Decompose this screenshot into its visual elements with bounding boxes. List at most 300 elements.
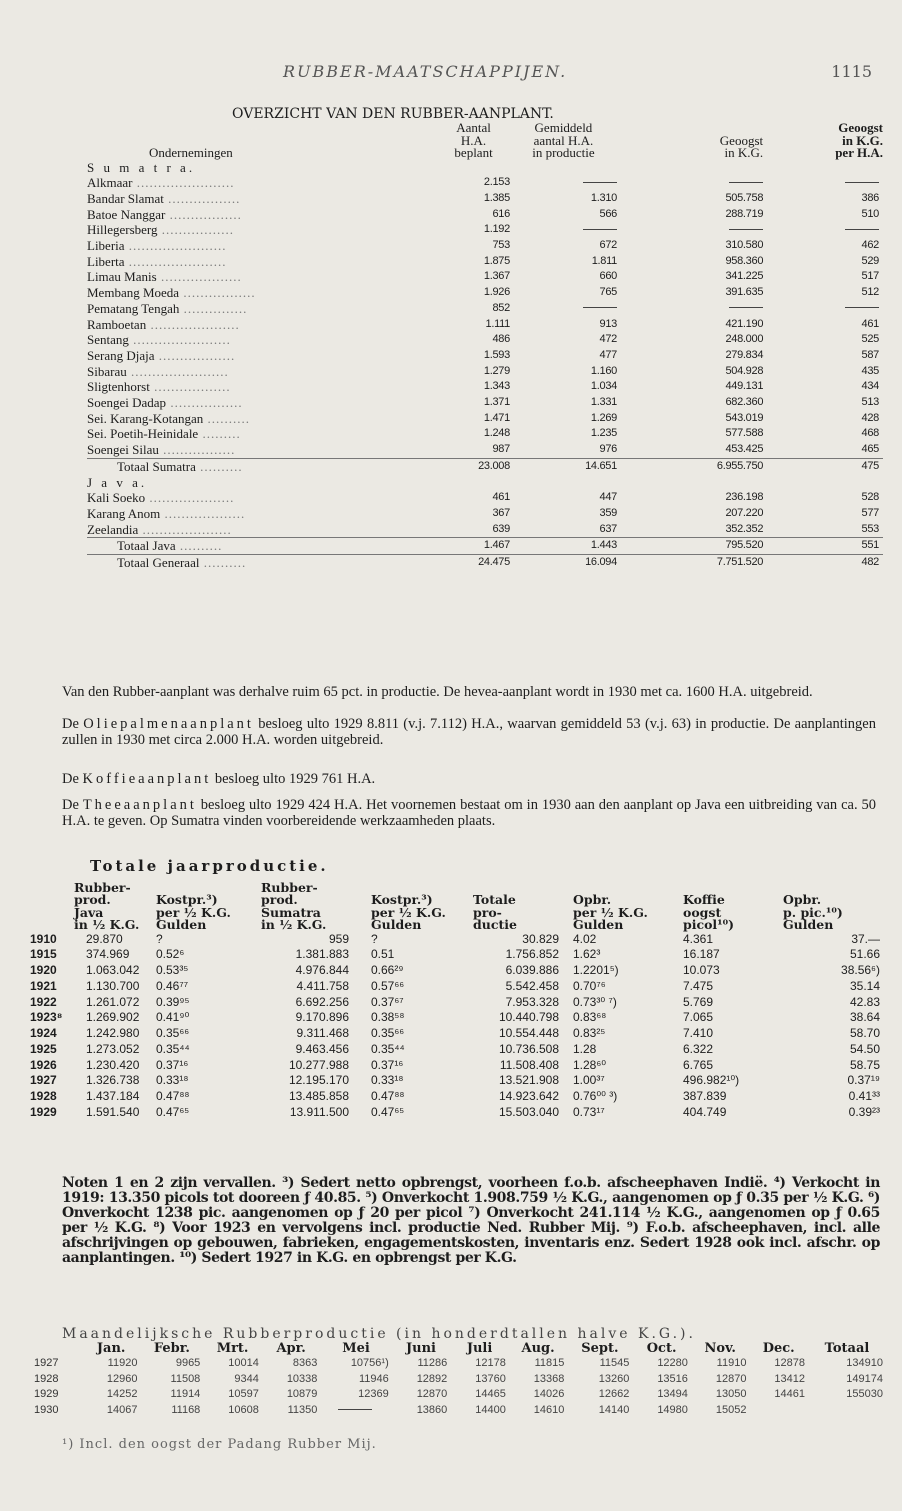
java-production: 1.242.980 [86, 1026, 140, 1040]
harvest-kg: 795.520 [617, 538, 781, 555]
coffee-revenue: 54.50 [849, 1041, 880, 1056]
month-header: Sept. [581, 1341, 619, 1356]
coffee-harvest: 387.839 [683, 1089, 727, 1103]
monthly-row [34, 1356, 886, 1372]
production-header [30, 869, 74, 932]
planted-ha: 461 [492, 491, 510, 504]
harvest-kg: 7.751.520 [617, 555, 781, 571]
sumatra-production: 12.195.170 [288, 1073, 349, 1088]
sumatra-production: 10.277.988 [288, 1057, 349, 1072]
planted-ha: 23.008 [437, 458, 510, 474]
java-cost: 0.46⁷⁷ [156, 978, 189, 993]
company-name: Bandar Slamat ................. [87, 190, 241, 206]
monthly-value: 11946 [358, 1372, 389, 1385]
monthly-value: 13860 [416, 1403, 448, 1416]
dash-mark [845, 229, 879, 230]
year: 1921 [30, 978, 57, 993]
revenue: 0.73¹⁷ [573, 1104, 605, 1119]
harvest-kg: 310.580 [725, 239, 764, 252]
total-production: 10.736.508 [498, 1041, 559, 1056]
company-name: Karang Anom ................... [87, 505, 246, 521]
sumatra-cost: 0.66²⁹ [371, 963, 404, 977]
planted-ha: 639 [492, 522, 510, 535]
monthly-value: 13516 [657, 1372, 688, 1385]
producing-ha: 1.443 [510, 538, 617, 555]
harvest-kg: 449.131 [725, 380, 764, 393]
total-sumatra-row [87, 458, 883, 474]
kg-per-ha: 434 [861, 380, 879, 393]
dash-mark [845, 307, 879, 308]
planted-ha: 1.279 [483, 364, 510, 377]
company-name: Batoe Nanggar ................. [87, 206, 242, 222]
dash-mark [583, 307, 617, 308]
sumatra-cost: 0.37⁶⁷ [371, 994, 404, 1009]
planted-ha: 1.367 [483, 270, 510, 283]
producing-ha: 637 [599, 522, 617, 535]
sumatra-cost: 0.33¹⁸ [371, 1073, 404, 1088]
production-row [30, 1073, 880, 1089]
planted-ha: 753 [492, 239, 510, 252]
producing-ha: 1.034 [590, 380, 617, 393]
year: 1923⁸ [30, 1010, 63, 1025]
harvest-kg: 505.758 [725, 191, 764, 204]
production-header: Kostpr.³) per ½ K.G. Gulden [371, 892, 446, 932]
harvest-kg: 248.000 [725, 333, 764, 346]
coffee-harvest: 7.065 [683, 1010, 714, 1025]
producing-ha: 477 [599, 348, 617, 361]
monthly-value: 11286 [417, 1357, 448, 1369]
paragraph-coffee: De Koffieaanplant besloeg ulto 1929 761 H.A. [62, 771, 376, 787]
monthly-value: 12178 [475, 1357, 506, 1369]
production-row [30, 1010, 880, 1026]
plantation-row [87, 238, 883, 254]
revenue: 1.2201⁵) [573, 963, 619, 977]
monthly-value [808, 1403, 886, 1419]
planted-ha: 367 [492, 506, 510, 519]
monthly-value [749, 1403, 808, 1419]
production-header: Opbr. per ½ K.G. Gulden [573, 892, 648, 932]
total-production: 13.521.908 [498, 1073, 559, 1088]
production-row [30, 947, 880, 963]
plantation-row [87, 317, 883, 333]
total-production: 30.829 [522, 931, 559, 946]
harvest-kg [617, 222, 781, 238]
production-header: Koffie oogst picol¹⁰) [683, 892, 735, 932]
monthly-value: 11168 [171, 1403, 201, 1416]
month-header: Febr. [153, 1341, 190, 1356]
plantation-row [87, 207, 883, 223]
monthly-value: 14067 [106, 1403, 138, 1416]
kg-per-ha [781, 301, 883, 317]
year: 1928 [34, 1372, 59, 1385]
monthly-value: 12892 [416, 1372, 448, 1385]
monthly-footnote: ¹) Incl. den oogst der Padang Rubber Mij. [62, 1437, 377, 1452]
monthly-table [34, 1342, 886, 1418]
plantation-table [87, 122, 883, 571]
harvest-kg: 543.019 [725, 411, 764, 424]
year: 1925 [30, 1041, 57, 1056]
kg-per-ha: 551 [781, 538, 883, 555]
coffee-revenue: 38.64 [849, 1010, 880, 1025]
coffee-harvest: 496.982¹⁰) [683, 1073, 740, 1088]
company-name: Totaal Generaal .......... [87, 555, 437, 571]
plantation-title: OVERZICHT VAN DEN RUBBER-AANPLANT. [232, 106, 554, 122]
producing-ha: 1.811 [591, 254, 617, 267]
kg-per-ha: 468 [861, 427, 879, 440]
sumatra-cost: 0.57⁶⁶ [371, 978, 405, 993]
java-cost: 0.47⁶⁵ [156, 1104, 190, 1119]
monthly-value: 12870 [416, 1388, 448, 1400]
revenue: 0.83⁶⁸ [573, 1010, 607, 1025]
sumatra-production: 4.976.844 [295, 963, 349, 977]
kg-per-ha: 528 [861, 491, 879, 504]
company-name: Membang Moeda ................. [87, 285, 256, 301]
company-name: Soengei Silau ................. [87, 442, 236, 458]
java-production: 1.437.184 [86, 1089, 140, 1103]
planted-ha: 1.192 [483, 223, 510, 236]
kg-per-ha: 553 [861, 522, 879, 535]
kg-per-ha [781, 222, 883, 238]
coffee-revenue: 42.83 [849, 994, 880, 1009]
kg-per-ha: 386 [861, 191, 879, 204]
monthly-value: 10014 [228, 1357, 259, 1369]
planted-ha: 24.475 [437, 555, 510, 571]
production-header: Rubber- prod. Sumatra in ½ K.G. [261, 879, 327, 932]
kg-per-ha: 435 [861, 364, 879, 377]
kg-per-ha: 475 [781, 458, 883, 474]
dash-mark [583, 229, 617, 230]
monthly-value: 10879 [286, 1388, 318, 1400]
plantation-row [87, 411, 883, 427]
kg-per-ha: 587 [861, 348, 879, 361]
monthly-value: 15052 [715, 1403, 747, 1416]
java-cost: 0.53³⁵ [156, 963, 189, 977]
monthly-value: 13760 [475, 1372, 506, 1385]
java-production: 1.273.052 [86, 1041, 140, 1056]
header-harvest: Geoogst in K.G. [719, 132, 764, 160]
kg-per-ha: 525 [861, 333, 879, 346]
harvest-kg: 236.198 [725, 491, 764, 504]
page-number: 1115 [831, 62, 872, 81]
company-name: Sibarau ....................... [87, 363, 229, 379]
production-header: Kostpr.³) per ½ K.G. Gulden [156, 892, 231, 932]
kg-per-ha: 462 [861, 239, 879, 252]
section-java [87, 475, 883, 491]
monthly-value: 13368 [533, 1372, 565, 1385]
kg-per-ha [781, 175, 883, 191]
coffee-revenue: 35.14 [849, 978, 880, 993]
monthly-value: 134910 [846, 1357, 883, 1369]
revenue: 0.83²⁵ [573, 1026, 606, 1040]
monthly-value: 14140 [598, 1403, 630, 1416]
year: 1929 [30, 1104, 57, 1119]
plantation-row [87, 222, 883, 238]
java-cost: 0.33¹⁸ [156, 1073, 189, 1088]
java-cost: ? [156, 931, 163, 946]
month-header: Oct. [646, 1341, 677, 1356]
monthly-value: 12662 [598, 1388, 630, 1400]
section-label: J a v a. [87, 474, 148, 490]
harvest-kg: 504.928 [725, 364, 764, 377]
planted-ha: 1.875 [483, 254, 510, 267]
sumatra-production: 4.411.758 [296, 978, 349, 993]
production-row [30, 963, 880, 979]
plantation-row [87, 379, 883, 395]
dash-mark [729, 182, 763, 183]
company-name: Sei. Poetih-Heinidale ......... [87, 426, 241, 442]
month-header: Dec. [762, 1341, 795, 1356]
header-company: Ondernemingen [149, 145, 233, 160]
planted-ha: 1.926 [483, 286, 510, 299]
monthly-value: 9965 [175, 1357, 201, 1369]
harvest-kg: 279.834 [725, 348, 764, 361]
plantation-row [87, 285, 883, 301]
producing-ha [510, 222, 617, 238]
harvest-kg: 453.425 [725, 443, 764, 456]
section-sumatra [87, 160, 883, 176]
plantation-row [87, 395, 883, 411]
year: 1920 [30, 963, 57, 977]
coffee-revenue: 58.75 [849, 1057, 880, 1072]
year: 1927 [30, 1073, 57, 1088]
kg-per-ha: 517 [861, 270, 879, 283]
sumatra-production: 9.170.896 [295, 1010, 349, 1025]
producing-ha: 1.331 [590, 396, 617, 409]
company-name: Sei. Karang-Kotangan .......... [87, 410, 250, 426]
total-production: 11.508.408 [499, 1057, 559, 1072]
harvest-kg: 352.352 [725, 522, 764, 535]
monthly-value: 13494 [657, 1388, 688, 1400]
planted-ha: 486 [492, 333, 510, 346]
coffee-revenue: 38.56⁶) [841, 963, 880, 977]
company-name: Totaal Sumatra .......... [87, 458, 437, 474]
monthly-value: 12280 [657, 1357, 688, 1369]
company-name: Zeelandia ..................... [87, 521, 232, 537]
company-name: Hillegersberg ................. [87, 222, 235, 238]
planted-ha: 987 [492, 443, 510, 456]
revenue: 4.02 [573, 931, 597, 946]
sumatra-cost: 0.51 [371, 947, 395, 962]
sumatra-production: 9.463.456 [295, 1041, 349, 1056]
harvest-kg [617, 175, 781, 191]
plantation-row [87, 269, 883, 285]
planted-ha: 1.467 [437, 538, 510, 555]
coffee-harvest: 5.769 [683, 994, 714, 1009]
production-header: Rubber- prod. Java in ½ K.G. [74, 879, 140, 932]
producing-ha: 976 [599, 443, 617, 456]
coffee-revenue: 0.41³³ [848, 1089, 880, 1103]
plantation-row [87, 490, 883, 506]
plantation-row [87, 522, 883, 538]
monthly-value: 13050 [715, 1388, 747, 1400]
sumatra-production: 959 [328, 931, 349, 946]
producing-ha [510, 301, 617, 317]
year: 1929 [34, 1388, 59, 1400]
year: 1926 [30, 1057, 57, 1072]
java-cost: 0.35⁶⁶ [156, 1026, 190, 1040]
production-row [30, 1105, 880, 1121]
month-header: Mei [342, 1341, 370, 1356]
paragraph-oil-palm: De Oliepalmenaanplant besloeg ulto 1929 8.811 (v.j. 7.112) H.A., waarvan gemiddeld 53 (v.j. 63) in productie. De aanplantingen zullen in 1930 met circa 2.000 H.A. worden uitgebreid. [62, 716, 876, 748]
company-name: Totaal Java .......... [87, 538, 437, 555]
monthly-row [34, 1403, 886, 1419]
company-name: Serang Djaja .................. [87, 347, 236, 363]
java-production: 1.230.420 [86, 1057, 140, 1072]
producing-ha: 672 [599, 239, 617, 252]
month-header: Mrt. [216, 1341, 249, 1356]
dash-mark [583, 182, 617, 183]
harvest-kg: 421.190 [725, 317, 764, 330]
company-name: Kali Soeko .................... [87, 490, 235, 506]
producing-ha: 16.094 [510, 555, 617, 571]
coffee-harvest: 6.765 [683, 1057, 714, 1072]
planted-ha: 616 [492, 207, 510, 220]
production-header-row [30, 869, 880, 932]
sumatra-cost: 0.35⁶⁶ [371, 1026, 405, 1040]
sumatra-production: 13.911.500 [289, 1104, 349, 1119]
production-row [30, 1026, 880, 1042]
kg-per-ha: 513 [861, 396, 879, 409]
dash-mark [729, 307, 763, 308]
coffee-revenue: 0.39²³ [848, 1104, 880, 1119]
java-production: 1.063.042 [86, 963, 140, 977]
monthly-value: 14610 [533, 1403, 565, 1416]
monthly-value: 12960 [106, 1372, 138, 1385]
monthly-value: 11910 [716, 1357, 747, 1369]
producing-ha: 359 [599, 506, 617, 519]
sumatra-cost: 0.38⁵⁸ [371, 1010, 405, 1025]
producing-ha: 447 [599, 491, 617, 504]
planted-ha: 1.471 [483, 411, 510, 424]
year: 1924 [30, 1026, 57, 1040]
year: 1927 [34, 1357, 59, 1369]
company-name: Limau Manis ................... [87, 269, 242, 285]
revenue: 1.00³⁷ [573, 1073, 605, 1088]
planted-ha: 1.371 [483, 396, 510, 409]
sumatra-production: 1.381.883 [295, 947, 349, 962]
kg-per-ha: 512 [861, 286, 879, 299]
planted-ha: 1.248 [483, 427, 510, 440]
producing-ha [510, 175, 617, 191]
paragraph-tea: De Theeaanplant besloeg ulto 1929 424 H.A. Het voornemen bestaat om in 1930 aan den aanplant op Java een uitbreiding van ca. 50 H.A. te geven. Op Sumatra vinden voorbereidende werkzaamheden plaats. [62, 797, 876, 829]
plantation-row [87, 175, 883, 191]
kg-per-ha: 465 [861, 443, 879, 456]
company-name: Liberia ....................... [87, 238, 227, 254]
monthly-value: 9344 [234, 1372, 259, 1385]
year: 1910 [30, 931, 57, 946]
month-header: Jan. [96, 1341, 126, 1356]
dash-mark [338, 1409, 372, 1410]
production-row [30, 979, 880, 995]
harvest-kg: 341.225 [725, 270, 764, 283]
month-header: Apr. [276, 1341, 306, 1356]
coffee-revenue: 51.66 [849, 947, 880, 962]
year: 1928 [30, 1089, 57, 1103]
grand-total-row [87, 555, 883, 571]
month-header: Juli [466, 1341, 493, 1356]
header-planted: Aantal H.A. beplant [454, 120, 493, 160]
java-production: 1.261.072 [86, 994, 140, 1009]
kg-per-ha: 529 [861, 254, 879, 267]
coffee-revenue: 58.70 [849, 1026, 880, 1040]
month-header: Juni [406, 1341, 436, 1356]
monthly-header-row [34, 1342, 886, 1356]
sumatra-cost: 0.37¹⁶ [371, 1057, 404, 1072]
producing-ha: 14.651 [510, 458, 617, 474]
plantation-row [87, 442, 883, 458]
production-row [30, 1058, 880, 1074]
harvest-kg: 682.360 [725, 396, 764, 409]
monthly-value: 11545 [599, 1357, 630, 1369]
month-header: Aug. [521, 1341, 555, 1356]
coffee-revenue: 0.37¹⁹ [847, 1073, 880, 1088]
coffee-harvest: 10.073 [683, 963, 720, 977]
planted-ha: 1.111 [485, 317, 510, 330]
monthly-value: 11350 [287, 1403, 318, 1416]
production-header: Opbr. p. pic.¹⁰) Gulden [783, 892, 843, 932]
java-cost: 0.41⁹⁰ [156, 1010, 190, 1025]
dash-mark [845, 182, 879, 183]
producing-ha: 1.269 [590, 411, 617, 424]
plantation-row [87, 332, 883, 348]
monthly-value [320, 1403, 391, 1419]
java-production: 1.326.738 [86, 1073, 140, 1088]
production-row [30, 1042, 880, 1058]
header-per-ha: Geoogst in K.G. per H.A. [835, 120, 883, 160]
revenue: 0.73³⁰ ⁷) [573, 994, 617, 1009]
company-name: Soengei Dadap ................. [87, 395, 243, 411]
monthly-value: 11920 [107, 1357, 138, 1369]
harvest-kg: 958.360 [725, 254, 764, 267]
kg-per-ha: 461 [861, 317, 879, 330]
java-production: 1.591.540 [86, 1104, 140, 1119]
monthly-value: 155030 [846, 1388, 883, 1400]
company-name: Alkmaar ....................... [87, 175, 235, 191]
plantation-row [87, 191, 883, 207]
monthly-value: 12878 [774, 1357, 805, 1369]
sumatra-production: 9.311.468 [296, 1026, 349, 1040]
plantation-row [87, 506, 883, 522]
monthly-value: 14252 [106, 1388, 138, 1400]
monthly-value: 12369 [358, 1388, 389, 1400]
sumatra-cost: 0.47⁶⁵ [371, 1104, 405, 1119]
revenue: 0.76⁰⁰ ³) [573, 1089, 618, 1103]
plantation-row [87, 348, 883, 364]
company-name: Liberta ....................... [87, 253, 227, 269]
company-name: Ramboetan ..................... [87, 316, 240, 332]
monthly-value: 13260 [598, 1372, 630, 1385]
kg-per-ha: 482 [781, 555, 883, 571]
java-cost: 0.35⁴⁴ [156, 1041, 190, 1056]
production-table [30, 869, 880, 1121]
plantation-row [87, 301, 883, 317]
sumatra-cost: ? [371, 931, 378, 946]
monthly-value: 10338 [286, 1372, 318, 1385]
producing-ha: 1.160 [590, 364, 617, 377]
java-cost: 0.37¹⁶ [156, 1057, 189, 1072]
year: 1922 [30, 994, 57, 1009]
plantation-row [87, 426, 883, 442]
kg-per-ha: 577 [861, 506, 879, 519]
harvest-kg: 207.220 [725, 506, 764, 519]
harvest-kg [617, 301, 781, 317]
java-production: 374.969 [86, 947, 130, 962]
sumatra-production: 6.692.256 [295, 994, 349, 1009]
total-production: 14.923.642 [498, 1089, 559, 1103]
month-header: Nov. [704, 1341, 736, 1356]
production-header: Totale pro- ductie [473, 892, 517, 932]
planted-ha: 1.385 [483, 191, 510, 204]
